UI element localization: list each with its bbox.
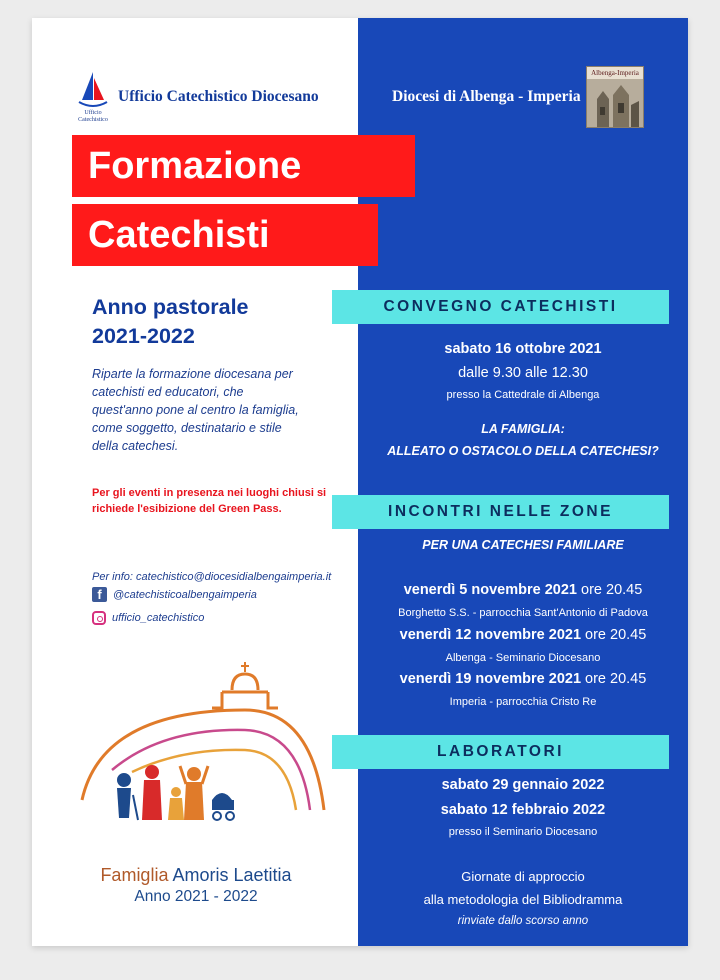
seal-text: Albenga-Imperia	[587, 67, 643, 79]
instagram-icon	[92, 611, 106, 625]
event-time: ore 20.45	[576, 582, 643, 598]
event-place: Imperia - parrocchia Cristo Re	[449, 696, 597, 708]
intro-line: quest'anno pone al centro la famiglia,	[92, 403, 299, 417]
anno-label: Anno pastorale	[92, 295, 249, 319]
poster	[32, 18, 688, 946]
family-logo-year: Anno 2021 - 2022	[134, 888, 258, 905]
event-place: Borghetto S.S. - parrocchia Sant'Antonio di Padova	[398, 607, 648, 619]
ship-logo-icon	[76, 70, 110, 122]
convegno-theme-line2: ALLEATO O OSTACOLO DELLA CATECHESI?	[387, 444, 659, 458]
intro-paragraph	[92, 365, 322, 455]
event-date: venerdì 12 novembre 2021	[399, 627, 582, 643]
incontri-heading: INCONTRI NELLE ZONE	[332, 495, 669, 529]
convegno-time: dalle 9.30 alle 12.30	[458, 365, 588, 381]
laboratori-heading: LABORATORI	[332, 735, 669, 769]
convegno-theme-line1: LA FAMIGLIA:	[481, 422, 565, 436]
convegno-place: presso la Cattedrale di Albenga	[446, 389, 600, 401]
event-place: Albenga - Seminario Diocesano	[445, 652, 601, 664]
anno-pastorale	[92, 293, 322, 351]
anno-years: 2021-2022	[92, 324, 195, 348]
event-time: ore 20.45	[581, 671, 647, 687]
event-2	[358, 627, 688, 643]
laboratori-place: presso il Seminario Diocesano	[448, 826, 598, 838]
laboratori-desc-line2: alla metodologia del Bibliodramma	[423, 892, 623, 907]
facebook-handle: @catechisticoalbengaimperia	[113, 588, 257, 601]
family-logo-title	[76, 865, 316, 886]
title-catechisti: Catechisti	[72, 204, 378, 266]
green-pass-line: Per gli eventi in presenza nei luoghi chiusi si	[92, 487, 327, 499]
intro-line: come soggetto, destinatario e stile	[92, 421, 282, 435]
diocese-seal-image	[586, 66, 644, 128]
intro-line: della catechesi.	[92, 439, 179, 453]
laboratori-date-2: sabato 12 febbraio 2022	[440, 802, 606, 818]
info-email[interactable]: Per info: catechistico@diocesidialbengaimperia.it	[92, 571, 332, 583]
family-year-logo	[72, 660, 327, 835]
event-date: venerdì 5 novembre 2021	[403, 582, 577, 598]
intro-line: Riparte la formazione diocesana per	[92, 367, 293, 381]
facebook-icon: f	[92, 587, 107, 602]
family-logo-word: Famiglia	[100, 865, 169, 885]
laboratori-note: rinviate dallo scorso anno	[457, 915, 589, 927]
instagram-handle: ufficio_catechistico	[112, 612, 205, 624]
green-pass-notice	[92, 485, 332, 517]
convegno-heading: CONVEGNO CATECHISTI	[332, 290, 669, 324]
event-date: venerdì 19 novembre 2021	[399, 671, 582, 687]
family-logo-amoris: Amoris Laetitia	[172, 865, 292, 885]
event-time: ore 20.45	[581, 627, 647, 643]
instagram-link[interactable]	[92, 611, 204, 625]
office-name: Ufficio Catechistico Diocesano	[118, 88, 319, 105]
title-formazione: Formazione	[72, 135, 415, 197]
facebook-link[interactable]	[92, 587, 257, 602]
laboratori-date-1: sabato 29 gennaio 2022	[441, 777, 605, 793]
church-illustration-icon	[587, 79, 643, 127]
event-3	[358, 671, 688, 687]
intro-line: catechisti ed educatori, che	[92, 385, 244, 399]
incontri-subtitle: PER UNA CATECHESI FAMILIARE	[422, 538, 624, 552]
convegno-date: sabato 16 ottobre 2021	[444, 341, 602, 357]
laboratori-desc-line1: Giornate di approccio	[461, 869, 585, 884]
ship-logo-caption-2: Catechistico	[78, 117, 108, 122]
green-pass-line: richiede l'esibizione del Green Pass.	[92, 503, 282, 515]
diocese-name: Diocesi di Albenga - Imperia	[392, 88, 581, 105]
ship-logo-caption-1: Ufficio	[84, 110, 102, 116]
event-1	[358, 582, 688, 598]
